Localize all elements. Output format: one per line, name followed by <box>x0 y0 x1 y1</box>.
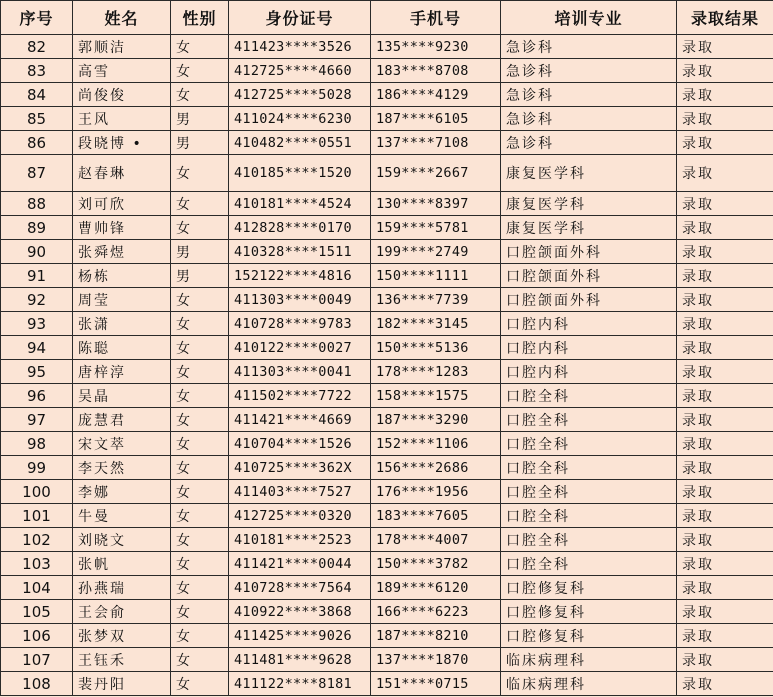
cell-name: 张帆 <box>73 552 171 576</box>
cell-gender: 女 <box>171 552 229 576</box>
cell-name: 唐梓淳 <box>73 360 171 384</box>
cell-gender: 男 <box>171 131 229 155</box>
cell-phone: 150****3782 <box>371 552 501 576</box>
cell-phone: 199****2749 <box>371 240 501 264</box>
cell-major: 口腔全科 <box>501 528 677 552</box>
cell-result: 录取 <box>677 456 773 480</box>
cell-major: 口腔全科 <box>501 384 677 408</box>
cell-id-number: 411421****4669 <box>229 408 371 432</box>
cell-phone: 178****1283 <box>371 360 501 384</box>
cell-name: 李娜 <box>73 480 171 504</box>
table-row <box>1 360 773 384</box>
cell-name: 孙燕瑞 <box>73 576 171 600</box>
cell-id-number: 411122****8181 <box>229 672 371 696</box>
cell-seq: 99 <box>1 456 73 480</box>
cell-phone: 159****2667 <box>371 155 501 192</box>
cell-major: 口腔修复科 <box>501 624 677 648</box>
cell-id-number: 410185****1520 <box>229 155 371 192</box>
cell-gender: 男 <box>171 264 229 288</box>
table-row <box>1 384 773 408</box>
cell-id-number: 410725****362X <box>229 456 371 480</box>
cell-gender: 女 <box>171 600 229 624</box>
table-row <box>1 336 773 360</box>
cell-gender: 女 <box>171 336 229 360</box>
cell-major: 康复医学科 <box>501 155 677 192</box>
cell-id-number: 412725****4660 <box>229 59 371 83</box>
cell-seq: 108 <box>1 672 73 696</box>
cell-result: 录取 <box>677 83 773 107</box>
cell-gender: 女 <box>171 155 229 192</box>
cell-phone: 150****1111 <box>371 264 501 288</box>
cell-result: 录取 <box>677 480 773 504</box>
cell-id-number: 412828****0170 <box>229 216 371 240</box>
table-row <box>1 576 773 600</box>
cell-seq: 98 <box>1 432 73 456</box>
cell-id-number: 410704****1526 <box>229 432 371 456</box>
table-row <box>1 312 773 336</box>
cell-phone: 183****7605 <box>371 504 501 528</box>
table-row <box>1 456 773 480</box>
cell-phone: 151****0715 <box>371 672 501 696</box>
cell-name: 郭顺洁 <box>73 35 171 59</box>
cell-result: 录取 <box>677 360 773 384</box>
header-result: 录取结果 <box>677 1 773 35</box>
table-row <box>1 624 773 648</box>
cell-name: 王风 <box>73 107 171 131</box>
cell-gender: 女 <box>171 624 229 648</box>
cell-result: 录取 <box>677 648 773 672</box>
cell-seq: 100 <box>1 480 73 504</box>
cell-gender: 女 <box>171 408 229 432</box>
cell-seq: 102 <box>1 528 73 552</box>
cell-result: 录取 <box>677 264 773 288</box>
cell-gender: 女 <box>171 35 229 59</box>
cell-gender: 女 <box>171 216 229 240</box>
header-seq: 序号 <box>1 1 73 35</box>
cell-id-number: 411024****6230 <box>229 107 371 131</box>
cell-seq: 105 <box>1 600 73 624</box>
cell-name: 王钰禾 <box>73 648 171 672</box>
cell-phone: 183****8708 <box>371 59 501 83</box>
cell-major: 口腔颌面外科 <box>501 288 677 312</box>
cell-result: 录取 <box>677 59 773 83</box>
cell-name: 李天然 <box>73 456 171 480</box>
cell-major: 口腔全科 <box>501 480 677 504</box>
cell-result: 录取 <box>677 408 773 432</box>
table-row <box>1 672 773 696</box>
table-row <box>1 83 773 107</box>
cell-gender: 女 <box>171 672 229 696</box>
cell-name: 张潇 <box>73 312 171 336</box>
cell-seq: 84 <box>1 83 73 107</box>
cell-result: 录取 <box>677 107 773 131</box>
cell-phone: 187****3290 <box>371 408 501 432</box>
cell-phone: 137****7108 <box>371 131 501 155</box>
cell-phone: 137****1870 <box>371 648 501 672</box>
cell-major: 口腔全科 <box>501 552 677 576</box>
cell-seq: 92 <box>1 288 73 312</box>
cell-name: 陈聪 <box>73 336 171 360</box>
cell-major: 临床病理科 <box>501 648 677 672</box>
table-row <box>1 35 773 59</box>
cell-seq: 95 <box>1 360 73 384</box>
cell-gender: 女 <box>171 360 229 384</box>
cell-major: 临床病理科 <box>501 672 677 696</box>
cell-result: 录取 <box>677 600 773 624</box>
cell-id-number: 411403****7527 <box>229 480 371 504</box>
cell-gender: 女 <box>171 576 229 600</box>
cell-gender: 女 <box>171 648 229 672</box>
table-row <box>1 552 773 576</box>
cell-phone: 158****1575 <box>371 384 501 408</box>
cell-gender: 女 <box>171 192 229 216</box>
cell-gender: 女 <box>171 288 229 312</box>
cell-phone: 166****6223 <box>371 600 501 624</box>
table-row <box>1 480 773 504</box>
cell-result: 录取 <box>677 432 773 456</box>
cell-phone: 152****1106 <box>371 432 501 456</box>
cell-gender: 女 <box>171 59 229 83</box>
cell-seq: 97 <box>1 408 73 432</box>
table-row <box>1 240 773 264</box>
cell-id-number: 152122****4816 <box>229 264 371 288</box>
cell-id-number: 412725****0320 <box>229 504 371 528</box>
cell-phone: 182****3145 <box>371 312 501 336</box>
table-row <box>1 131 773 155</box>
table-row <box>1 107 773 131</box>
cell-result: 录取 <box>677 192 773 216</box>
cell-gender: 女 <box>171 384 229 408</box>
cell-seq: 86 <box>1 131 73 155</box>
cell-name: 杨栋 <box>73 264 171 288</box>
cell-seq: 91 <box>1 264 73 288</box>
cell-phone: 187****8210 <box>371 624 501 648</box>
cell-id-number: 410728****9783 <box>229 312 371 336</box>
cell-seq: 85 <box>1 107 73 131</box>
cell-name: 裴丹阳 <box>73 672 171 696</box>
table-row <box>1 192 773 216</box>
cell-id-number: 411423****3526 <box>229 35 371 59</box>
table-row <box>1 264 773 288</box>
cell-seq: 96 <box>1 384 73 408</box>
cell-gender: 女 <box>171 504 229 528</box>
cell-id-number: 412725****5028 <box>229 83 371 107</box>
cell-major: 口腔内科 <box>501 360 677 384</box>
cell-result: 录取 <box>677 240 773 264</box>
cell-result: 录取 <box>677 504 773 528</box>
cell-major: 急诊科 <box>501 107 677 131</box>
cell-phone: 136****7739 <box>371 288 501 312</box>
table-row <box>1 504 773 528</box>
cell-phone: 178****4007 <box>371 528 501 552</box>
cell-seq: 104 <box>1 576 73 600</box>
cell-id-number: 410122****0027 <box>229 336 371 360</box>
cell-result: 录取 <box>677 624 773 648</box>
table-row <box>1 648 773 672</box>
table-row <box>1 288 773 312</box>
cell-major: 急诊科 <box>501 59 677 83</box>
cell-phone: 187****6105 <box>371 107 501 131</box>
cell-name: 刘晓文 <box>73 528 171 552</box>
cell-id-number: 410328****1511 <box>229 240 371 264</box>
cell-result: 录取 <box>677 576 773 600</box>
cell-seq: 90 <box>1 240 73 264</box>
cell-result: 录取 <box>677 384 773 408</box>
cell-phone: 150****5136 <box>371 336 501 360</box>
header-gender: 性别 <box>171 1 229 35</box>
cell-seq: 82 <box>1 35 73 59</box>
cell-seq: 94 <box>1 336 73 360</box>
cell-gender: 女 <box>171 480 229 504</box>
cell-phone: 186****4129 <box>371 83 501 107</box>
cell-major: 口腔全科 <box>501 432 677 456</box>
table-row <box>1 59 773 83</box>
cell-major: 康复医学科 <box>501 192 677 216</box>
cell-name: 牛曼 <box>73 504 171 528</box>
cell-gender: 男 <box>171 240 229 264</box>
table-row <box>1 432 773 456</box>
cell-id-number: 411303****0049 <box>229 288 371 312</box>
cell-seq: 101 <box>1 504 73 528</box>
cell-id-number: 411421****0044 <box>229 552 371 576</box>
cell-name: 段晓博 • <box>73 131 171 155</box>
cell-gender: 女 <box>171 456 229 480</box>
header-major: 培训专业 <box>501 1 677 35</box>
cell-gender: 女 <box>171 432 229 456</box>
table-row <box>1 155 773 192</box>
cell-name: 尚俊俊 <box>73 83 171 107</box>
cell-seq: 83 <box>1 59 73 83</box>
cell-major: 口腔内科 <box>501 336 677 360</box>
cell-major: 急诊科 <box>501 83 677 107</box>
table-row <box>1 528 773 552</box>
cell-gender: 男 <box>171 107 229 131</box>
header-phone: 手机号 <box>371 1 501 35</box>
cell-phone: 176****1956 <box>371 480 501 504</box>
cell-name: 高雪 <box>73 59 171 83</box>
cell-result: 录取 <box>677 336 773 360</box>
cell-result: 录取 <box>677 288 773 312</box>
cell-phone: 130****8397 <box>371 192 501 216</box>
cell-major: 口腔全科 <box>501 456 677 480</box>
cell-name: 王会俞 <box>73 600 171 624</box>
cell-phone: 159****5781 <box>371 216 501 240</box>
cell-phone: 156****2686 <box>371 456 501 480</box>
cell-phone: 135****9230 <box>371 35 501 59</box>
cell-major: 口腔颌面外科 <box>501 264 677 288</box>
table-row <box>1 408 773 432</box>
cell-id-number: 410181****2523 <box>229 528 371 552</box>
cell-seq: 106 <box>1 624 73 648</box>
cell-major: 口腔内科 <box>501 312 677 336</box>
header-row <box>1 1 773 35</box>
cell-seq: 103 <box>1 552 73 576</box>
table-body <box>1 35 773 696</box>
cell-major: 口腔颌面外科 <box>501 240 677 264</box>
cell-id-number: 410922****3868 <box>229 600 371 624</box>
cell-result: 录取 <box>677 216 773 240</box>
cell-seq: 87 <box>1 155 73 192</box>
cell-major: 急诊科 <box>501 131 677 155</box>
header-id-number: 身份证号 <box>229 1 371 35</box>
cell-result: 录取 <box>677 552 773 576</box>
cell-gender: 女 <box>171 83 229 107</box>
cell-seq: 89 <box>1 216 73 240</box>
cell-name: 张舜煜 <box>73 240 171 264</box>
cell-name: 周莹 <box>73 288 171 312</box>
cell-id-number: 411481****9628 <box>229 648 371 672</box>
cell-seq: 88 <box>1 192 73 216</box>
cell-result: 录取 <box>677 155 773 192</box>
cell-result: 录取 <box>677 131 773 155</box>
cell-name: 赵春琳 <box>73 155 171 192</box>
cell-name: 宋文萃 <box>73 432 171 456</box>
table-header <box>1 1 773 35</box>
cell-id-number: 410181****4524 <box>229 192 371 216</box>
cell-gender: 女 <box>171 528 229 552</box>
cell-name: 张梦双 <box>73 624 171 648</box>
cell-result: 录取 <box>677 528 773 552</box>
cell-id-number: 410728****7564 <box>229 576 371 600</box>
cell-major: 口腔修复科 <box>501 600 677 624</box>
cell-id-number: 411425****9026 <box>229 624 371 648</box>
cell-id-number: 410482****0551 <box>229 131 371 155</box>
cell-seq: 107 <box>1 648 73 672</box>
cell-name: 吴晶 <box>73 384 171 408</box>
cell-major: 口腔修复科 <box>501 576 677 600</box>
header-name: 姓名 <box>73 1 171 35</box>
cell-major: 急诊科 <box>501 35 677 59</box>
cell-result: 录取 <box>677 312 773 336</box>
cell-name: 庞慧君 <box>73 408 171 432</box>
cell-name: 刘可欣 <box>73 192 171 216</box>
cell-result: 录取 <box>677 672 773 696</box>
cell-major: 口腔全科 <box>501 504 677 528</box>
table-row <box>1 600 773 624</box>
cell-seq: 93 <box>1 312 73 336</box>
cell-phone: 189****6120 <box>371 576 501 600</box>
cell-result: 录取 <box>677 35 773 59</box>
cell-name: 曹帅锋 <box>73 216 171 240</box>
table-row <box>1 216 773 240</box>
cell-gender: 女 <box>171 312 229 336</box>
cell-id-number: 411502****7722 <box>229 384 371 408</box>
cell-id-number: 411303****0041 <box>229 360 371 384</box>
cell-major: 口腔全科 <box>501 408 677 432</box>
cell-major: 康复医学科 <box>501 216 677 240</box>
